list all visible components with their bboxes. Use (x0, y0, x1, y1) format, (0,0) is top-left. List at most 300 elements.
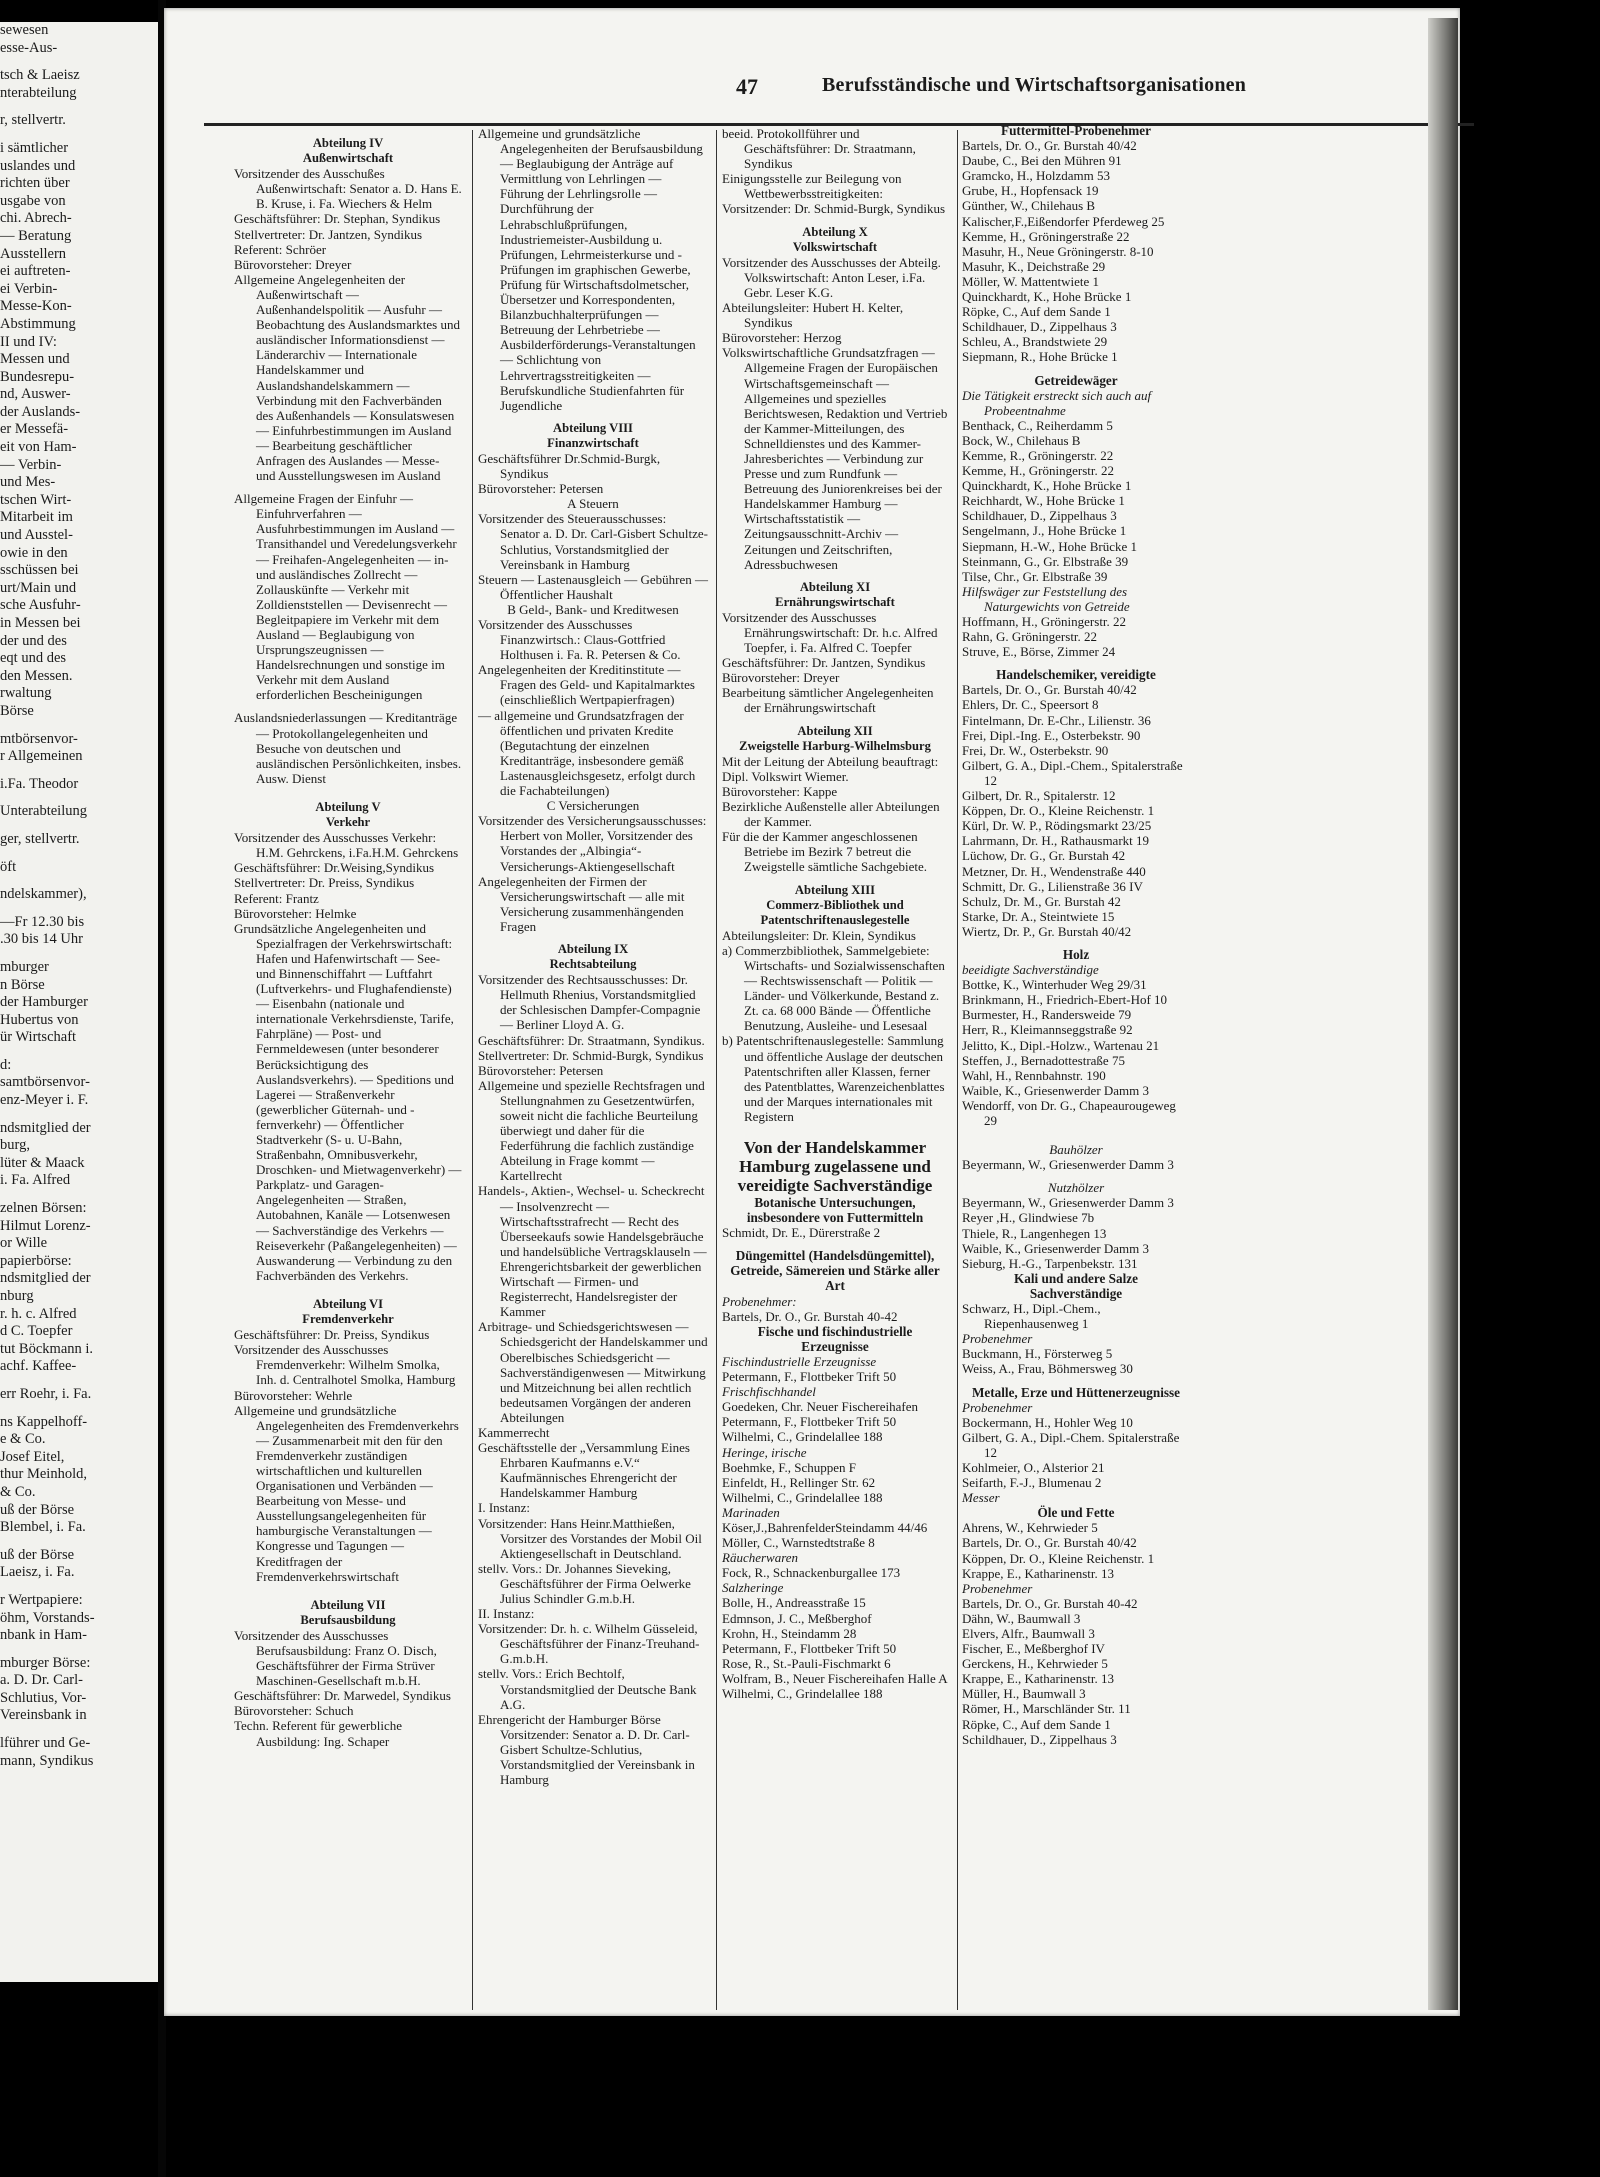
spacer (0, 57, 158, 67)
section-heading: Öle und Fette (1037, 1505, 1115, 1521)
entry-text: Lüchow, Dr. G., Gr. Burstah 42 (962, 848, 1126, 864)
prev-page-line: tut Böckmann i. (0, 1340, 94, 1357)
page-number: 47 (736, 74, 758, 99)
entry-text: Rose, R., St.-Pauli-Fischmarkt 6 (722, 1655, 891, 1671)
italic-subheading: Nutzhölzer (1047, 1180, 1105, 1196)
entry-text: Waible, K., Griesenwerder Damm 3 (962, 1082, 1150, 1098)
prev-page-line: Unterabteilung (0, 803, 87, 820)
prev-page-line: Abstimmung (0, 315, 76, 332)
entry-text: Geschäftsführer: Dr.Weising,Syndikus (234, 860, 435, 876)
entry-text: Handels-, Aktien-, Wechsel- u. Scheckrecht — Insolvenzrecht — Wirtschaftsstrafrecht — Recht des Überseekaufs sowie Handelsgebräuche und handelsübliche Vertragsklauseln — Ehrengerichtsbarkeit der gewerblichen Wirtschaft — Firmen- und Registerrecht, Handelsregister der Kammer (478, 1183, 707, 1320)
prev-page-line: & Co. (0, 1483, 36, 1500)
entry-text: Allgemeine und grundsätzliche Angelegenheiten des Fremdenverkehrs — Zusammenarbeit mit den für den Fremdenverkehr zuständigen wirtschaftlichen und kulturellen Organisationen und Verbänden — Bearbeitung von Messe- und Ausstellungsangelegenheiten für hamburgische Veranstaltungen — Kongresse und Tagungen — Kreditfragen der Fremdenverkehrswirtschaft (234, 1402, 459, 1584)
prev-page-line: mann, Syndikus (0, 1752, 94, 1769)
prev-page-line: urt/Main und (0, 579, 77, 596)
spacer (478, 934, 708, 942)
entry-text: Allgemeine Angelegenheiten der Außenwirtschaft — Außenhandelspolitik — Ausfuhr — Beobachtung des Auslandsmarktes und ausländischer Informationsdienst — Länderarchiv — Internationale Handelskammer und Auslandshandelskammern — Verbindung mit den Fachverbänden des Außenhandels — Konsulatswesen — Einfuhrbestimmungen im Ausland — Bearbeitung geschäftlicher Anfragen des Auslandes — Messe- und Ausstellungswesen im Ausland (234, 271, 460, 484)
entry-text: Bartels, Dr. O., Gr. Burstah 40/42 (962, 682, 1137, 698)
italic-subheading: Heringe, irische (722, 1444, 807, 1460)
section-heading: Kali und andere Salze (1014, 1270, 1138, 1286)
entry-text: Siepmann, H.-W., Hohe Brücke 1 (962, 538, 1137, 554)
entry-text: Vorsitzender des Rechtsausschusses: Dr. Hellmuth Rhenius, Vorstandsmitglied der Schlesischen Dampfer-Compagnie — Berliner Lloyd A. G. (478, 972, 701, 1033)
spacer (478, 413, 708, 421)
column-divider (472, 130, 473, 2010)
spacer (234, 786, 462, 800)
prev-page-line: der Hamburger (0, 994, 88, 1011)
prev-page-line: II und IV: (0, 333, 57, 350)
entry-text: Schmitt, Dr. G., Lilienstraße 36 IV (962, 878, 1143, 894)
entry-text: Herr, R., Kleimannseggstraße 92 (962, 1022, 1133, 1038)
subsection-title: A Steuern (567, 496, 619, 512)
subsection-title: C Versicherungen (546, 798, 640, 814)
entry-text: Krappe, E., Katharinenstr. 13 (962, 1671, 1114, 1687)
prev-page-line: nburg (0, 1288, 34, 1304)
italic-subheading: Frischfischhandel (722, 1384, 816, 1400)
entry-text: Möller, W. Mattentwiete 1 (962, 273, 1100, 289)
entry-text: Petermann, F., Flottbeker Trift 50 (722, 1369, 897, 1385)
prev-page-line: öhm, Vorstands- (0, 1609, 95, 1626)
entry-text: Reichhardt, W., Hohe Brücke 1 (962, 493, 1125, 509)
prev-page-line: Messen und (0, 351, 70, 368)
page-edge-shadow (1428, 18, 1458, 2010)
entry-text: Bürovorsteher: Helmke (234, 905, 357, 921)
spacer (722, 875, 948, 883)
prev-page-line: Börse (0, 702, 34, 719)
entry-text: b) Patentschriftenauslegestelle: Sammlung und öffentliche Auslage der deutschen Patentschriften aller Klassen, ferner des Patentblattes, Warenzeichenblattes und der Marques internationales mit Registern (722, 1033, 945, 1124)
spacer (234, 1584, 462, 1598)
entry-text: Vorsitzender des Ausschusses Ernährungswirtschaft: Dr. h.c. Alfred Toepfer, i. Fa. Alfred C. Toepfer (722, 609, 938, 656)
section-heading: Finanzwirtschaft (547, 435, 639, 450)
entry-text: Waible, K., Griesenwerder Damm 3 (962, 1240, 1150, 1256)
entry-text: Schleu, A., Brandstwiete 29 (962, 334, 1108, 350)
entry-text: Steffen, J., Bernadottestraße 75 (962, 1052, 1125, 1068)
section-heading: Rechtsabteilung (549, 957, 637, 972)
spacer (0, 1582, 158, 1592)
section-heading: Verkehr (325, 815, 371, 830)
entry-text: Boehmke, F., Schuppen F (722, 1459, 857, 1475)
page-title: Berufsständische und Wirtschaftsorganisationen (822, 74, 1247, 96)
prev-page-line: in Messen bei (0, 615, 81, 631)
spacer (0, 102, 158, 112)
entry-text: Referent: Schröer (234, 241, 327, 257)
spacer (234, 702, 462, 710)
prev-page-line: ei auftreten- (0, 263, 71, 280)
entry-text: Vorsitzender: Hans Heinr.Matthießen, Vorsitzer des Vorstandes der Mobil Oil Aktiengesellschaft in Deutschland. (478, 1515, 702, 1561)
prev-page-line: rwaltung (0, 685, 52, 702)
entry-text: Wilhelmi, C., Grindelallee 188 (722, 1489, 883, 1505)
section-heading: Volkswirtschaft (792, 239, 878, 254)
entry-text: Köppen, Dr. O., Kleine Reichenstr. 1 (962, 803, 1155, 819)
prev-page-line: ns Kappelhoff- (0, 1413, 88, 1430)
spacer (962, 365, 1190, 373)
entry-text: Hoffmann, H., Gröningerstr. 22 (962, 614, 1127, 629)
section-heading: Berufsausbildung (300, 1612, 396, 1627)
previous-page-fragment (0, 22, 158, 1982)
column-3 (722, 126, 948, 1701)
prev-page-line: nd, Auswer- (0, 386, 71, 403)
column-4 (962, 123, 1190, 1747)
section-heading: Fische und fischindustrielle (757, 1323, 913, 1339)
prev-page-line: or Wille (0, 1235, 48, 1252)
prev-page-line: samtbörsenvor- (0, 1074, 90, 1091)
spacer (0, 1404, 158, 1414)
spacer (0, 1190, 158, 1200)
section-heading: Sachverständige (1029, 1285, 1123, 1301)
entry-text: Fock, R., Schnackenburgallee 173 (722, 1565, 901, 1581)
prev-page-line: enz-Meyer i. F. (0, 1092, 89, 1109)
entry-text: Allgemeine Fragen der Einfuhr — Einfuhrverfahren — Ausfuhrbestimmungen im Ausland — Transithandel und Veredelungsverkehr — Freihafen-Angelegenheiten — in- und ausländisches Zollrecht — Zollauskünfte — Verkehr mit Zolldienststellen — Devisenrecht — Begleitpapiere im Verkehr mit dem Ausland — Beglaubigung von Ursprungszeugnissen — Handelsrechnungen und sonstige im Verkehr mit dem Ausland erforderlichen Bescheinigungen (234, 491, 457, 703)
section-heading: Botanische Untersuchungen, insbesondere von Futtermitteln (746, 1195, 924, 1226)
entry-text: Vorsitzender des Steuerausschusses: Senator a. D. Dr. Carl-Gisbert Schultze-Schlutius, Vorstandsmitglied der Vereinsbank in Hamburg (478, 511, 708, 572)
prev-page-line: Vereinsbank in (0, 1707, 87, 1724)
prev-page-line: Hilmut Lorenz- (0, 1217, 91, 1234)
prev-page-line: r Allgemeinen (0, 748, 83, 765)
entry-text: Kalischer,F.,Eißendorfer Pferdeweg 25 (962, 213, 1165, 229)
italic-subheading: Fischindustrielle Erzeugnisse (722, 1353, 877, 1369)
entry-text: Bearbeitung sämtlicher Angelegenheiten der Ernährungswirtschaft (722, 685, 934, 716)
entry-text: Sieburg, H.-G., Tarpenbekstr. 131 (962, 1255, 1138, 1271)
prev-page-line: lführer und Ge- (0, 1735, 91, 1752)
italic-subheading: Messer (962, 1490, 1000, 1506)
prev-page-line: burg, (0, 1137, 30, 1154)
entry-text: Wilhelmi, C., Grindelallee 188 (722, 1686, 883, 1701)
spacer (722, 217, 948, 225)
entry-text: Schulz, Dr. M., Gr. Burstah 42 (962, 893, 1121, 909)
prev-page-line: — Verbin- (0, 456, 62, 473)
prev-page-line: Josef Eitel, (0, 1448, 65, 1465)
entry-text: Schmidt, Dr. E., Dürerstraße 2 (722, 1225, 881, 1241)
entry-text: Bezirkliche Außenstelle aller Abteilungen der Kammer. (722, 799, 940, 830)
spacer (0, 1725, 158, 1735)
entry-text: Fintelmann, Dr. E-Chr., Lilienstr. 36 (962, 712, 1151, 728)
entry-text: Edmnson, J. C., Meßberghof (722, 1610, 872, 1626)
italic-subheading: Probenehmer (962, 1331, 1033, 1347)
entry-text: beeid. Protokollführer und Geschäftsführer: Dr. Straatmann, Syndikus (722, 126, 916, 172)
entry-text: Steinmann, G., Gr. Elbstraße 39 (962, 553, 1129, 569)
entry-text: Reyer ,H., Glindwiese 7b (962, 1210, 1095, 1226)
italic-subheading: Bauhölzer (1049, 1142, 1103, 1158)
main-heading: Von der Handelskammer Hamburg zugelassene und vereidigte Sachverständige (737, 1138, 933, 1195)
entry-text: Schwarz, H., Dipl.-Chem., Riepenhausenweg 1 (962, 1301, 1101, 1332)
entry-text: Struve, E., Börse, Zimmer 24 (962, 644, 1116, 660)
prev-page-line: .30 bis 14 Uhr (0, 931, 83, 948)
entry-text: Gilbert, Dr. R., Spitalerstr. 12 (962, 788, 1116, 804)
section-heading: Abteilung XIII (794, 882, 876, 897)
prev-page-line: den Messen. (0, 667, 73, 684)
spacer (0, 1376, 158, 1386)
entry-text: Allgemeine und spezielle Rechtsfragen und Stellungnahmen zu Gesetzentwürfen, soweit nicht die fachliche Beurteilung überwiegt und daher für die Federführung die fachlich zuständige Abteilung in Frage kommt — Kartellrecht (478, 1077, 705, 1184)
prev-page-line: uslandes und (0, 157, 76, 174)
entry-text: Tilse, Chr., Gr. Elbstraße 39 (962, 568, 1108, 584)
prev-page-line: tschen Wirt- (0, 491, 72, 508)
italic-subheading: Probenehmer: (722, 1293, 797, 1309)
document-page (164, 8, 1460, 2016)
prev-page-line: i sämtlicher (0, 139, 69, 156)
entry-text: Sengelmann, J., Hohe Brücke 1 (962, 523, 1127, 539)
section-heading: Abteilung X (802, 224, 868, 239)
prev-page-line: r, stellvertr. (0, 112, 66, 129)
entry-text: Köser,J.,BahrenfelderSteindamm 44/46 (722, 1519, 928, 1535)
spacer (0, 904, 158, 914)
entry-text: Bürovorsteher: Dreyer (234, 256, 352, 272)
entry-text: Bürovorsteher: Dreyer (722, 670, 840, 686)
entry-text: Ehlers, Dr. C., Speersort 8 (962, 697, 1099, 713)
entry-text: Bürovorsteher: Wehrle (234, 1387, 353, 1403)
entry-text: Krappe, E., Katharinenstr. 13 (962, 1565, 1114, 1581)
entry-text: Arbitrage- und Schiedsgerichtswesen — Schiedsgericht der Handelskammer und Oberelbisches Schiedsgericht — Sachverständigenwesen — Mitwirkung und Mitzeichnung bei allen rechtlich bedeutsamen Vorgängen der anderen Abteilungen (478, 1319, 708, 1425)
entry-text: Ehrengericht der Hamburger Börse Vorsitzender: Senator a. D. Dr. Carl-Gisbert Schultze-Schlutius, Vorstandsmitglied der Vereinsbank in Hamburg (478, 1711, 695, 1788)
entry-text: Techn. Referent für gewerbliche Ausbildung: Ing. Schaper (234, 1718, 403, 1749)
entry-text: Abteilungsleiter: Hubert H. Kelter, Syndikus (722, 300, 904, 331)
entry-text: Brinkmann, H., Friedrich-Ebert-Hof 10 (962, 992, 1168, 1008)
section-heading: Handelschemiker, vereidigte (996, 667, 1156, 683)
entry-text: Dähn, W., Baumwall 3 (962, 1610, 1081, 1626)
spacer (0, 793, 158, 803)
italic-subheading: Probenehmer (962, 1399, 1033, 1415)
italic-subheading: Die Tätigkeit erstreckt sich auch auf Probeentnahme (962, 387, 1152, 418)
entry-text: stellv. Vors.: Dr. Johannes Sieveking, Geschäftsführer der Firma Oelwerke Julius Schindler G.m.b.H. (478, 1560, 691, 1606)
spacer (0, 821, 158, 831)
entry-text: Geschäftsführer: Dr. Marwedel, Syndikus (234, 1688, 451, 1704)
prev-page-line: r Wertpapiere: (0, 1591, 83, 1608)
section-heading: Fremdenverkehr (302, 1312, 394, 1327)
entry-text: Köppen, Dr. O., Kleine Reichenstr. 1 (962, 1550, 1155, 1566)
entry-text: Lahrmann, Dr. H., Rathausmarkt 19 (962, 833, 1150, 849)
section-heading: Ernährungswirtschaft (775, 594, 895, 609)
spacer (0, 876, 158, 886)
entry-text: Geschäftsführer: Dr. Jantzen, Syndikus (722, 655, 926, 671)
prev-page-line: owie in den (0, 544, 68, 561)
spacer (0, 1645, 158, 1655)
italic-subheading: beeidigte Sachverständige (962, 962, 1099, 978)
entry-text: Frei, Dipl.-Ing. E., Osterbekstr. 90 (962, 727, 1141, 743)
prev-page-line: i.Fa. Theodor (0, 775, 79, 792)
entry-text: Vorsitzender: Dr. h. c. Wilhelm Güsseleid, Geschäftsführer der Finanz-Treuhand-G.m.b.H. (478, 1621, 700, 1667)
entry-text: Gilbert, G. A., Dipl.-Chem., Spitalerstraße 12 (962, 757, 1183, 788)
entry-text: Stellvertreter: Dr. Jantzen, Syndikus (234, 226, 423, 242)
prev-page-line: ger, stellvertr. (0, 830, 80, 847)
prev-page-line: Bundesrepu- (0, 368, 75, 385)
italic-subheading: Probenehmer (962, 1580, 1033, 1596)
entry-text: Goedeken, Chr. Neuer Fischereihafen (722, 1399, 919, 1415)
entry-text: Grube, H., Hopfensack 19 (962, 183, 1099, 199)
prev-page-line: nbank in Ham- (0, 1627, 87, 1644)
prev-page-line: ndsmitglied der (0, 1270, 91, 1287)
entry-text: Quinckhardt, K., Hohe Brücke 1 (962, 478, 1132, 494)
entry-text: Burmester, H., Randersweide 79 (962, 1007, 1132, 1023)
entry-text: Masuhr, H., Neue Gröningerstr. 8-10 (962, 243, 1154, 259)
entry-text: Vorsitzender des Ausschusses Finanzwirtsch.: Claus-Gottfried Holthusen i. Fa. R. Petersen & Co. (478, 617, 681, 663)
entry-text: Volkswirtschaftliche Grundsatzfragen — Allgemeine Fragen der Europäischen Wirtschaftsgemeinschaft — Allgemeines und spezielles Berichtswesen, Redaktion und Vertrieb der Kammer-Mitteilungen, des Schnelldienstes und des Kammer-Jahresberichtes — Verbindung zur Presse und zum Rundfunk — Betreuung des Juniorenkreises bei der Handelskammer Hamburg — Wirtschaftsstatistik — Zeitungsausschnitt-Archiv — Zeitungen und Zeitschriften, Adressbuchwesen (722, 345, 948, 572)
spacer (0, 721, 158, 731)
prev-page-line: usgabe von (0, 192, 66, 209)
spacer (722, 572, 948, 580)
entry-text: Röpke, C., Auf dem Sande 1 (962, 304, 1111, 320)
prev-page-line: chi. Abrech- (0, 210, 72, 227)
entry-text: Dipl. Volkswirt Wiemer. (722, 768, 849, 784)
prev-page-line: d: (0, 1056, 12, 1073)
prev-page-line: tsch & Laeisz (0, 67, 80, 84)
entry-text: Quinckhardt, K., Hohe Brücke 1 (962, 289, 1132, 305)
section-heading: Getreidewäger (1034, 372, 1118, 388)
italic-subheading: Hilfswäger zur Feststellung des Naturgewichts von Getreide (962, 583, 1130, 614)
entry-text: Vorsitzender des Ausschusses Verkehr: H.M. Gehrckens, i.Fa.H.M. Gehrckens (234, 830, 459, 861)
column-divider (957, 130, 958, 2010)
page-header (164, 70, 1460, 110)
prev-page-line: richten über (0, 175, 70, 192)
entry-text: Bartels, Dr. O., Gr. Burstah 40-42 (722, 1308, 898, 1324)
prev-page-line: ndelskammer), (0, 886, 87, 903)
prev-page-line: Hubertus von (0, 1011, 79, 1028)
section-heading: Düngemittel (Handelsdüngemittel), Getreide, Sämereien und Stärke aller Art (730, 1248, 940, 1294)
section-heading: Holz (1062, 946, 1090, 962)
spacer (234, 483, 462, 491)
entry-text: Masuhr, K., Deichstraße 29 (962, 258, 1106, 274)
entry-text: Bolle, H., Andreasstraße 15 (722, 1595, 866, 1611)
section-heading: Commerz-Bibliothek und Patentschriftenauslegestelle (760, 897, 910, 927)
section-heading: Außenwirtschaft (302, 151, 394, 166)
prev-page-line: ür Wirtschaft (0, 1029, 77, 1046)
entry-text: Auslandsniederlassungen — Kreditanträge — Protokollangelegenheiten und Besuche von deutschen und ausländischen Persönlichkeiten, insbes. Ausw. Dienst (234, 710, 462, 786)
prev-page-line: er Messefä- (0, 421, 69, 438)
italic-subheading: Salzheringe (722, 1580, 784, 1596)
section-heading: Abteilung XII (797, 723, 873, 738)
entry-text: Einfeldt, H., Rellinger Str. 62 (722, 1474, 876, 1490)
prev-page-line: r. h. c. Alfred (0, 1305, 77, 1322)
entry-text: Weiss, A., Frau, Böhmersweg 30 (962, 1361, 1133, 1377)
prev-page-line: ndsmitglied der (0, 1119, 91, 1136)
section-heading: Abteilung IX (557, 941, 629, 956)
prev-page-line: Blembel, i. Fa. (0, 1519, 86, 1536)
prev-page-line: zelnen Börsen: (0, 1200, 87, 1217)
entry-text: Wendorff, von Dr. G., Chapeaurougeweg 29 (962, 1097, 1176, 1128)
entry-text: Einigungsstelle zur Beilegung von Wettbewerbsstreitigkeiten: (722, 171, 902, 202)
section-heading: Futtermittel-Probenehmer (1001, 123, 1151, 138)
prev-page-line: esse-Aus- (0, 39, 58, 56)
subsection-title: B Geld-, Bank- und Kreditwesen (507, 601, 679, 617)
entry-text: Elvers, Alfr., Baumwall 3 (962, 1626, 1095, 1641)
entry-text: Wilhelmi, C., Grindelallee 188 (722, 1429, 883, 1445)
entry-text: Wiertz, Dr. P., Gr. Burstah 40/42 (962, 923, 1132, 939)
entry-text: stellv. Vors.: Erich Bechtolf, Vorstandsmitglied der Deutsche Bank A.G. (478, 1666, 697, 1712)
entry-text: Allgemeine und grundsätzliche Angelegenheiten der Berufsausbildung — Beglaubigung der Anträge auf Vermittlung von Lehrlingen — Führung der Lehrlingsrolle — Durchführung der Lehrabschlußprüfungen, Industriemeister-Ausbildung u. Prüfungen, Lehrmeisterkurse und -Prüfungen im graphischen Gewerbe, Prüfung für Wirtschaftsdolmetscher, Übersetzer und Korrespondenten, Bilanzbuchhalterprüfungen — Betreuung der Lehrbetriebe — Ausbilderförderungs-Veranstaltungen — Schlichtung von Lehrvertragsstreitigkeiten — Berufskundliche Studienfahrten für Jugendliche (478, 126, 703, 413)
entry-text: Frei, Dr. W., Osterbekstr. 90 (962, 742, 1109, 758)
entry-text: Günther, W., Chilehaus B (962, 198, 1096, 214)
column-1 (234, 136, 462, 1749)
prev-page-line: uß der Börse (0, 1501, 75, 1518)
column-divider (716, 130, 717, 2010)
prev-page-line: Ausstellern (0, 245, 67, 262)
entry-text: Vorsitzender des Ausschusses Berufsausbildung: Franz O. Disch, Geschäftsführer der Firma Strüver Maschinen-Gesellschaft m.b.H. (234, 1627, 437, 1689)
spacer (722, 1124, 948, 1138)
spacer (962, 659, 1190, 667)
prev-page-line: achf. Kaffee- (0, 1358, 77, 1375)
entry-text: Für die der Kammer angeschlossenen Betriebe im Bezirk 7 betreut die Zweigstelle sämtliche Sachgebiete. (722, 829, 928, 875)
section-heading: Metalle, Erze und Hüttenerzeugnisse (971, 1384, 1181, 1400)
entry-text: Jelitto, K., Dipl.-Holzw., Wartenau 21 (962, 1037, 1160, 1053)
entry-text: Bürovorsteher: Herzog (722, 330, 842, 346)
prev-page-line: eit von Ham- (0, 439, 77, 456)
entry-text: Mit der Leitung der Abteilung beauftragt: (722, 753, 939, 769)
spacer (0, 949, 158, 959)
entry-text: Bürovorsteher: Petersen (478, 1062, 604, 1078)
entry-text: Römer, H., Marschländer Str. 11 (962, 1701, 1131, 1717)
prev-page-line: der Auslands- (0, 403, 81, 420)
entry-text: Vorsitzender des Ausschußes Außenwirtschaft: Senator a. D. Hans E. B. Kruse, i. Fa. Wiechers & Helm (234, 166, 462, 212)
italic-subheading: Räucherwaren (722, 1550, 799, 1566)
entry-text: Steuern — Lastenausgleich — Gebühren — Öffentlicher Haushalt (478, 571, 708, 602)
entry-text: Siepmann, R., Hohe Brücke 1 (962, 349, 1118, 365)
section-heading: Abteilung IV (312, 136, 384, 150)
prev-page-line: thur Meinhold, (0, 1466, 87, 1483)
spacer (0, 130, 158, 140)
entry-text: Schildhauer, D., Zippelhaus 3 (962, 319, 1117, 335)
entry-text: Bartels, Dr. O., Gr. Burstah 40-42 (962, 1595, 1138, 1611)
entry-text: Vorsitzender: Dr. Schmid-Burgk, Syndikus (722, 201, 946, 217)
entry-text: Bürovorsteher: Schuch (234, 1703, 354, 1719)
section-heading: Abteilung V (315, 799, 381, 814)
entry-text: Kürl, Dr. W. P., Rödingsmarkt 23/25 (962, 818, 1152, 834)
entry-text: Kohlmeier, O., Alsterior 21 (962, 1459, 1105, 1475)
entry-text: I. Instanz: (478, 1500, 530, 1516)
entry-text: Petermann, F., Flottbeker Trift 50 (722, 1640, 897, 1656)
spacer (962, 1172, 1190, 1180)
entry-text: Bürovorsteher: Kappe (722, 783, 838, 799)
entry-text: Rahn, G. Gröningerstr. 22 (962, 629, 1098, 645)
entry-text: Schildhauer, D., Zippelhaus 3 (962, 1731, 1117, 1747)
entry-text: Vorsitzender des Ausschusses Fremdenverkehr: Wilhelm Smolka, Inh. d. Centralhotel Smolka, Hamburg (234, 1342, 456, 1388)
entry-text: Beyermann, W., Griesenwerder Damm 3 (962, 1157, 1174, 1173)
prev-page-line: mburger Börse: (0, 1654, 91, 1671)
entry-text: Kemme, H., Gröningerstr. 22 (962, 463, 1115, 479)
prev-page-line: Mitarbeit im (0, 509, 73, 526)
entry-text: Geschäftsstelle der „Versammlung Eines Ehrbaren Kaufmanns e.V.“ Kaufmännisches Ehrengericht der Handelskammer Hamburg (478, 1440, 690, 1501)
entry-text: Fischer, E., Meßberghof IV (962, 1641, 1105, 1657)
section-heading: Abteilung VIII (553, 420, 633, 435)
prev-page-line: papierbörse: (0, 1252, 72, 1269)
entry-text: Metzner, Dr. H., Wendenstraße 440 (962, 863, 1146, 879)
spacer (0, 1110, 158, 1120)
prev-page-line: mtbörsenvor- (0, 730, 78, 747)
prev-page-line: sewesen (0, 22, 49, 38)
prev-page-line: —Fr 12.30 bis (0, 913, 85, 930)
entry-text: Kemme, H., Gröningerstraße 22 (962, 228, 1130, 244)
entry-text: Bockermann, H., Hohler Weg 10 (962, 1414, 1133, 1430)
prev-page-line: Messe-Kon- (0, 298, 72, 315)
entry-text: Abteilungsleiter: Dr. Klein, Syndikus (722, 927, 916, 943)
entry-text: Buckmann, H., Försterweg 5 (962, 1346, 1113, 1362)
entry-text: Schildhauer, D., Zippelhaus 3 (962, 508, 1117, 524)
entry-text: Angelegenheiten der Firmen der Versicherungswirtschaft — alle mit Versicherung zusammenhängenden Fragen (478, 873, 685, 934)
prev-page-line: d C. Toepfer (0, 1323, 73, 1340)
entry-text: Röpke, C., Auf dem Sande 1 (962, 1716, 1111, 1732)
prev-page-line: e & Co. (0, 1431, 46, 1448)
entry-text: Geschäftsführer: Dr. Straatmann, Syndikus. (478, 1032, 705, 1048)
entry-text: Starke, Dr. A., Steintwiete 15 (962, 908, 1115, 924)
entry-text: Petermann, F., Flottbeker Trift 50 (722, 1414, 897, 1430)
entry-text: Kemme, R., Gröningerstr. 22 (962, 447, 1114, 463)
entry-text: Müller, H., Baumwall 3 (962, 1686, 1086, 1702)
spacer (722, 716, 948, 724)
prev-page-line: uß der Börse (0, 1546, 75, 1563)
spacer (962, 1128, 1190, 1142)
spacer (0, 1047, 158, 1057)
prev-page-line: mburger (0, 958, 49, 975)
entry-text: Angelegenheiten der Kreditinstitute — Fragen des Geld- und Kapitalmarktes (einschließlich Wertpapierfragen) (478, 662, 695, 708)
prev-page-line: eqt und des (0, 650, 67, 667)
entry-text: Kammerrecht (478, 1424, 550, 1440)
entry-text: Gramcko, H., Holzdamm 53 (962, 168, 1111, 184)
